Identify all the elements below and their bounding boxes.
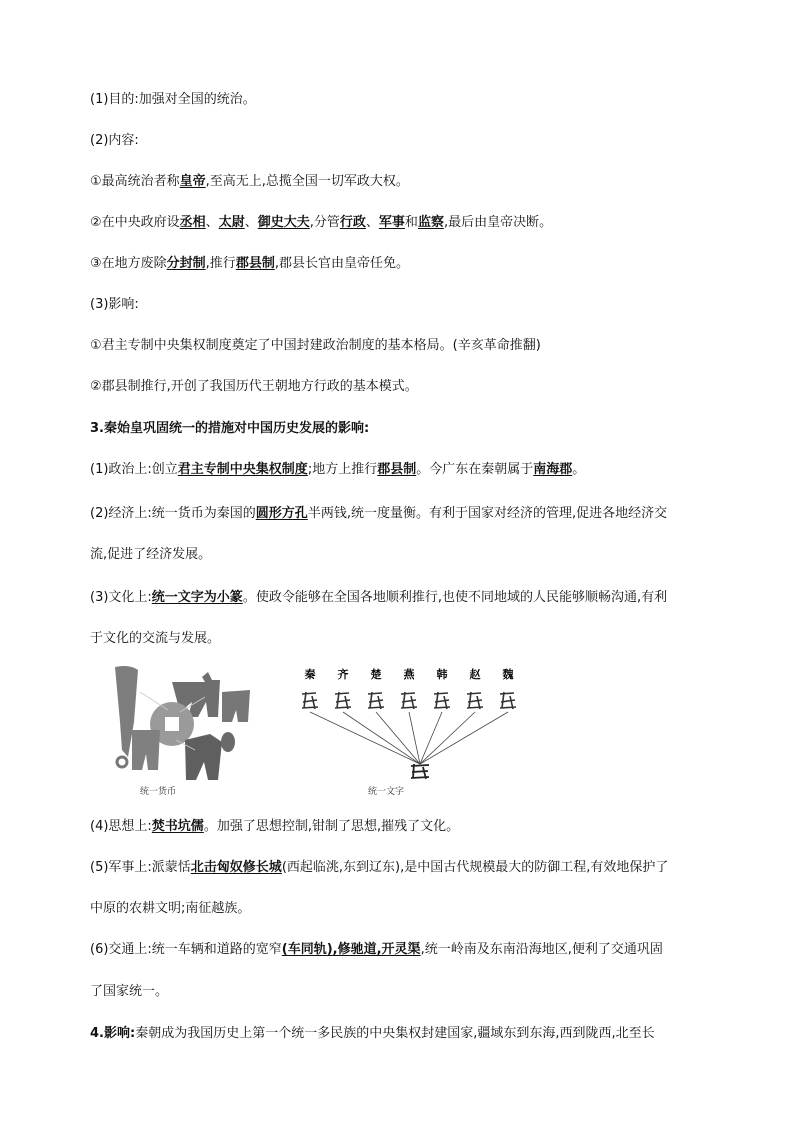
text: 。今广东在秦朝属于 [416,462,534,477]
text-line [90,505,667,523]
text-line [90,296,139,314]
text-line [90,461,585,479]
text-line [90,378,418,396]
text: ②郡县制推行,开创了我国历代王朝地方行政的基本模式。 [90,379,418,394]
text: ,最后由皇帝决断。 [443,215,553,230]
text-line [90,255,409,273]
script-caption: 统一文字 [368,787,405,797]
keyword: 焚书坑儒 [151,819,204,834]
connector-line [420,712,442,764]
state-name-label: 燕 [403,668,415,681]
keyword: 分封制 [166,256,206,271]
ancient-script-glyph-icon [500,692,516,709]
spade-coin-right-icon [222,690,250,722]
connector-line [420,712,475,764]
keyword: 郡县制 [377,462,417,477]
ancient-script-glyph-icon [401,692,417,709]
text: (6)交通上:统一车辆和道路的宽窄 [90,942,282,957]
connector-line [310,712,420,764]
text: ②在中央政府设 [90,215,180,230]
connector-line [409,712,420,764]
text: 。加强了思想控制,钳制了思想,摧残了文化。 [203,819,460,834]
text: (西起临洮,东到辽东),是中国古代规模最大的防御工程,有效地保护了 [281,860,669,875]
text: (1)政治上:创立 [90,462,178,477]
text: 半两钱,统一度量衡。有利于国家对经济的管理,促进各地经济交 [307,506,668,521]
text: (3)文化上: [90,590,152,605]
text: 秦朝成为我国历史上第一个统一多民族的中央集权封建国家,疆域东到东海,西到陇西,北至长 [135,1026,655,1041]
text: ,分管 [309,215,340,230]
text-line [90,859,668,877]
small-seal-glyph-icon [411,764,429,779]
keyword: 郡县制 [235,256,275,271]
text: (1)目的:加强对全国的统治。 [90,92,256,107]
keyword: 太尉 [218,215,245,230]
text: 和 [404,215,418,230]
connector-line [376,712,420,764]
coins-drawing [110,662,260,802]
text: 、 [365,215,379,230]
text: 。使政令能够在全国各地顺利推行,也使不同地域的人民能够顺畅沟通,有利 [242,590,668,605]
text: (5)军事上:派蒙恬 [90,860,191,875]
text-line [90,900,250,918]
text-line [90,983,168,1001]
text: 于文化的交流与发展。 [90,631,221,646]
text: (3)影响: [90,297,139,312]
keyword: 统一文字为小篆 [151,590,243,605]
text: ;地方上推行 [307,462,378,477]
section-heading [90,420,369,438]
text-line [90,91,256,109]
text-line [90,941,663,959]
text: 、 [244,215,258,230]
keyword: 圆形方孔 [255,506,308,521]
state-name-label: 楚 [370,668,382,681]
state-name-label: 齐 [337,668,349,681]
illustration-figure [110,662,620,802]
text-line [90,546,211,564]
ant-nose-coin-icon [221,732,235,752]
text: (2)经济上:统一货币为秦国的 [90,506,256,521]
text: 。 [572,462,586,477]
currency-caption: 统一货币 [140,787,177,797]
text: ①最高统治者称 [90,174,180,189]
knife-ring-icon [117,757,127,767]
text-line [90,818,459,836]
connector-line [420,712,508,764]
text: 、 [205,215,219,230]
keyword: 北击匈奴修长城 [190,860,282,875]
text-line [90,1025,655,1043]
keyword: 君主专制中央集权制度 [177,462,308,477]
script-lines-drawing [270,662,615,802]
keyword: 行政 [339,215,366,230]
text-line [90,214,552,232]
connector-line [343,712,420,764]
state-name-label: 赵 [469,668,481,681]
text: ,至高无上,总揽全国一切军政大权。 [205,174,409,189]
text: ③在地方废除 [90,256,167,271]
unified-script-image [270,662,615,802]
ancient-script-glyph-icon [368,692,384,709]
text-line [90,630,220,648]
text: ,郡县长官由皇帝任免。 [274,256,409,271]
spade-coin-small-icon [132,730,160,770]
keyword: 丞相 [179,215,206,230]
keyword: 御史大夫 [257,215,310,230]
text: ,统一岭南及东南沿海地区,便利了交通巩固 [420,942,663,957]
text: 了国家统一。 [90,984,169,999]
heading-text: 3.秦始皇巩固统一的措施对中国历史发展的影响: [90,421,370,436]
text-line [90,337,541,355]
text-line [90,173,409,191]
keyword: 皇帝 [179,174,206,189]
state-name-label: 魏 [502,668,514,681]
ancient-script-glyph-icon [467,692,483,709]
ancient-script-glyph-icon [335,692,351,709]
text: ,推行 [205,256,236,271]
text-line [90,589,667,607]
text: (2)内容: [90,133,139,148]
text: (4)思想上: [90,819,152,834]
text: 中原的农耕文明;南征越族。 [90,901,251,916]
keyword: 军事 [378,215,405,230]
state-name-label: 韩 [436,668,448,681]
unified-currency-image [110,662,260,802]
text-line [90,132,139,150]
text: ①君主专制中央集权制度奠定了中国封建政治制度的基本格局。(辛亥革命推翻) [90,338,541,353]
keyword: 南海郡 [533,462,573,477]
ancient-script-glyph-icon [434,692,450,709]
spade-coin-large-icon [185,734,222,780]
state-name-label: 秦 [304,668,316,681]
text: 流,促进了经济发展。 [90,547,212,562]
heading-text: 4.影响: [90,1026,136,1041]
keyword: 监察 [417,215,444,230]
square-hole-icon [165,717,179,731]
ancient-script-glyph-icon [302,692,318,709]
keyword: (车同轨),修驰道,开灵渠 [281,942,421,957]
